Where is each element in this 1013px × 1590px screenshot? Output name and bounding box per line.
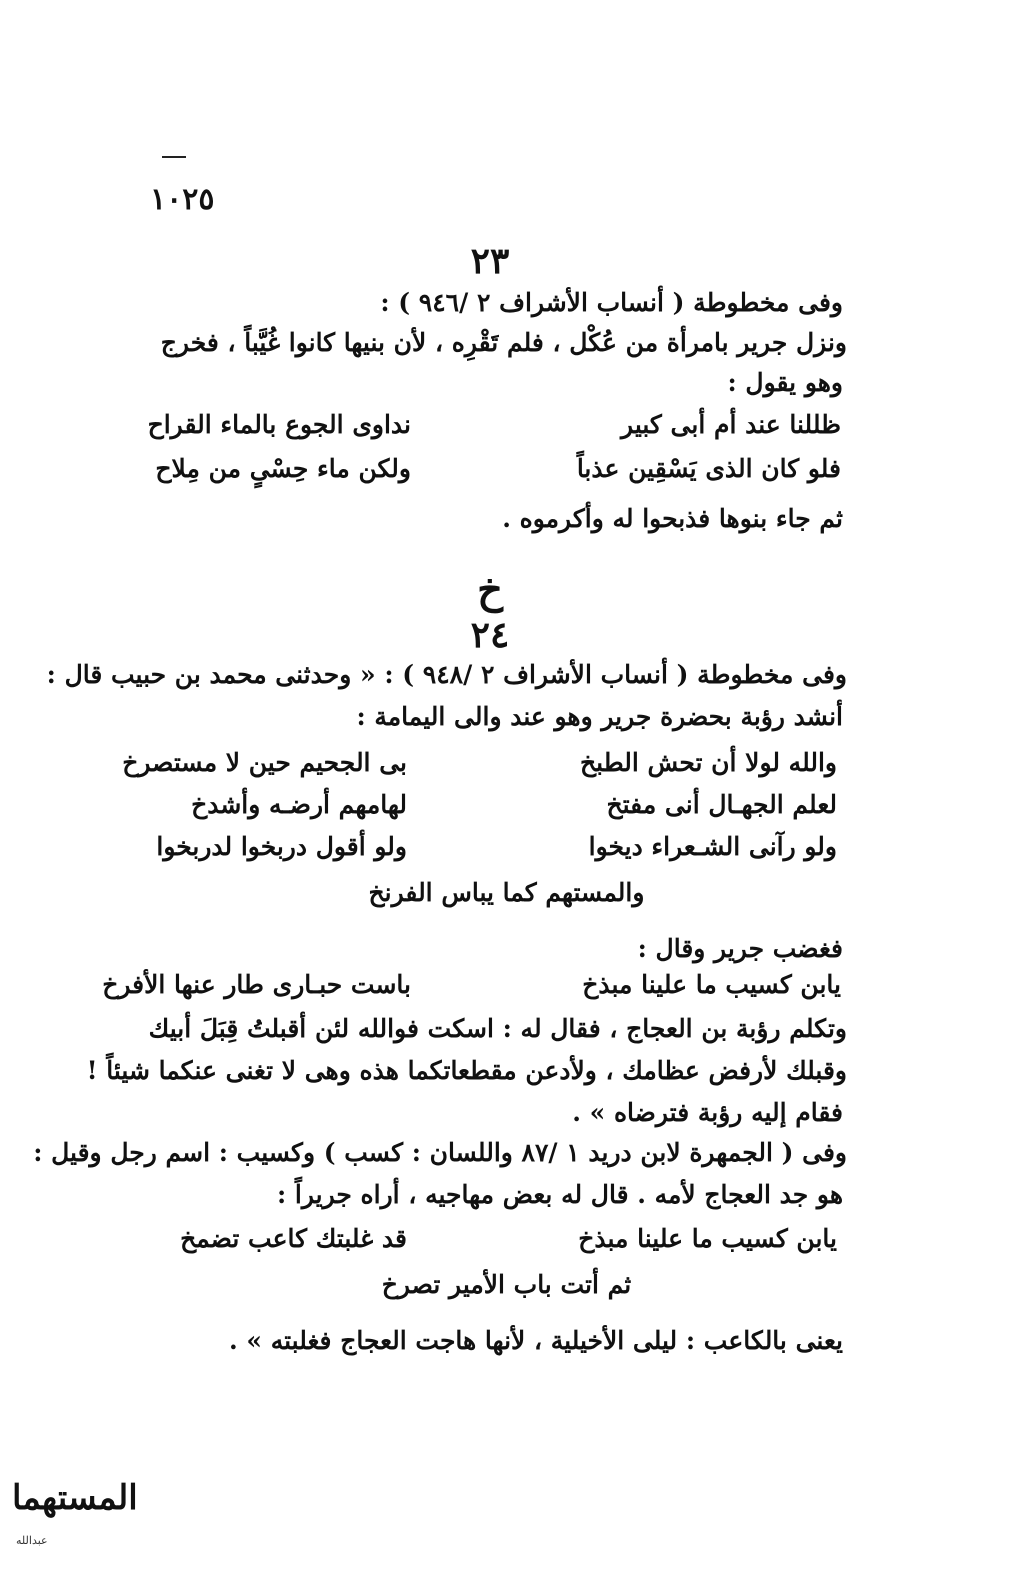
section-number: ٢٤: [470, 614, 510, 656]
calligraphy-logo: [10, 1478, 138, 1568]
page-number: ١٠٢٥: [150, 182, 215, 217]
verse-hemistich: ولو أقول دربخوا لدربخوا: [156, 832, 407, 861]
text-line: أنشد رؤبة بحضرة جرير وهو عند والى اليمامة :: [356, 702, 843, 731]
verse-hemistich: لهامهم أرضـه وأشدخ: [191, 790, 407, 819]
verse-hemistich: قد غلبتك كاعب تضمخ: [180, 1224, 407, 1253]
logo-text: المستهما: [12, 1478, 138, 1518]
section-letter: خ: [477, 566, 503, 613]
verse-line: [148, 410, 841, 439]
text-line: فغضب جرير وقال :: [637, 934, 843, 963]
verse-hemistich: فلو كان الذى يَسْقِين عذباً: [576, 454, 841, 483]
text-line: وفى مخطوطة ( أنساب الأشراف ٢ /٩٤٨ ) : « وحدثنى محمد بن حبيب قال :: [46, 660, 847, 689]
verse-hemistich: بى الجحيم حين لا مستصرخ: [122, 748, 407, 777]
verse-hemistich: ولكن ماء حِسْىٍ من مِلاح: [155, 454, 411, 483]
verse-line: [180, 1224, 837, 1253]
header-rule: [162, 156, 186, 158]
verse-hemistich: باست حبـارى طار عنها الأفرخ: [102, 970, 411, 999]
verse-hemistich: نداوى الجوع بالماء القراح: [147, 410, 411, 439]
verse-single: ثم أتت باب الأمير تصرخ: [381, 1270, 632, 1299]
verse-line: [102, 970, 841, 999]
section-number: ٢٣: [470, 240, 510, 282]
verse-line: [191, 790, 837, 819]
verse-hemistich: يابن كسيب ما علينا مبذخ: [582, 970, 841, 999]
text-line: وهو يقول :: [727, 368, 843, 397]
text-line: وقبلك لأرفض عظامك ، ولأدعن مقطعاتكما هذه وهى لا تغنى عنكما شيئاً !: [86, 1056, 847, 1085]
verse-hemistich: والله لولا أن تحش الطبخ: [580, 748, 837, 777]
verse-hemistich: لعلم الجهـال أنى مفتخ: [606, 790, 837, 819]
text-line: وفى ( الجمهرة لابن دريد ١ /٨٧ واللسان : كسب ) وكسيب : اسم رجل وقيل :: [33, 1138, 847, 1167]
logo-caption: عبدالله: [16, 1534, 48, 1547]
verse-line: [155, 454, 841, 483]
verse-hemistich: ولو رآنى الشـعراء ديخوا: [588, 832, 837, 861]
text-line: هو جد العجاج لأمه . قال له بعض مهاجيه ، أراه جريراً :: [276, 1180, 843, 1209]
verse-line: [122, 748, 837, 777]
text-line: ثم جاء بنوها فذبحوا له وأكرموه .: [502, 504, 843, 533]
verse-hemistich: يابن كسيب ما علينا مبذخ: [578, 1224, 837, 1253]
text-line: وتكلم رؤبة بن العجاج ، فقال له : اسكت فوالله لئن أقبلتُ قِبَلَ أبيك: [148, 1014, 847, 1043]
text-line: ونزل جرير بامرأة من عُكْل ، فلم تَقْرِه ، لأن بنيها كانوا غُيَّباً ، فخرج: [160, 328, 847, 357]
text-line: وفى مخطوطة ( أنساب الأشراف ٢ /٩٤٦ ) :: [380, 288, 843, 317]
verse-hemistich: ظللنا عند أم أبى كبير: [621, 410, 841, 439]
text-line: يعنى بالكاعب : ليلى الأخيلية ، لأنها هاجت العجاج فغلبته » .: [228, 1326, 843, 1355]
text-line: فقام إليه رؤبة فترضاه » .: [572, 1098, 843, 1127]
verse-line: [156, 832, 837, 861]
verse-single: والمستهم كما يباس الفرنخ: [368, 878, 645, 907]
